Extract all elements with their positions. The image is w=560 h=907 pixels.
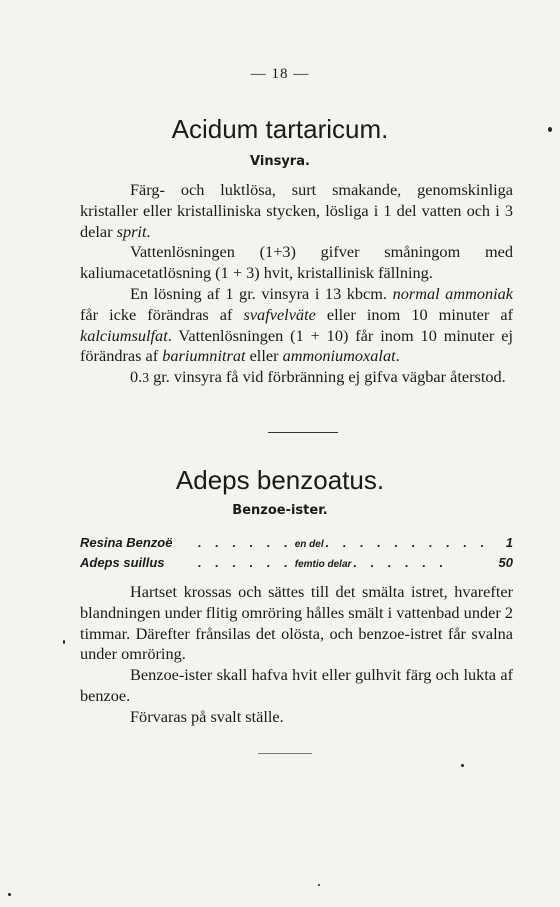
end-divider — [258, 753, 312, 754]
paragraph: Benzoe-ister skall hafva hvit eller gulhvit färg och lukta af benzoe. — [80, 665, 513, 705]
section-subtitle: Benzoe-ister. — [232, 503, 328, 518]
scan-speck — [8, 893, 11, 896]
recipe-row — [80, 555, 513, 575]
paragraph: Hartset krossas och sättes till det smälta istret, hvarefter blandningen under flitig omröring hålles smält i vattenbad under 2 timmar. Därefter frånsilas det olösta, och benzoe-istret får svalna under omröring. — [80, 582, 513, 664]
leader-dots: . . . . . . — [198, 555, 293, 570]
leader-dots: . . . . . . — [198, 535, 293, 550]
ingredient-amount: en del — [294, 539, 324, 550]
recipe-list — [80, 535, 513, 575]
ingredient-name: Adeps suillus — [80, 555, 165, 570]
scan-speck — [318, 884, 320, 886]
paragraph: Förvaras på svalt ställe. — [130, 706, 284, 726]
leader-dots: . . . . . . . . . . — [325, 535, 490, 550]
scan-speck — [548, 127, 552, 132]
section-title: Acidum tartaricum. — [171, 114, 389, 144]
ingredient-quantity: 1 — [505, 535, 513, 550]
scan-speck — [63, 640, 65, 644]
paragraph: 0.3 gr. vinsyra få vid förbränning ej gifva vägbar återstod. — [130, 367, 506, 387]
ingredient-name: Resina Benzoë — [80, 535, 173, 550]
page-number: — 18 — — [250, 66, 310, 82]
recipe-row — [80, 535, 513, 555]
section-body — [80, 582, 513, 728]
section-subtitle: Vinsyra. — [250, 154, 310, 169]
section-body — [80, 180, 513, 389]
leader-dots: . . . . . . — [353, 555, 449, 570]
scan-speck — [461, 764, 464, 767]
paragraph: En lösning af 1 gr. vinsyra i 13 kbcm. normal ammoniak får icke förändras af svafvelväte eller inom 10 minuter af kalciumsulfat. Vattenlösningen (1 + 10) får inom 10 minuter ej förändras af bariumnitrat eller ammoniumoxalat. — [80, 283, 514, 366]
paragraph: Vattenlösningen (1+3) gifver småningom med kaliumacetatlösning (1 + 3) hvit, kristallinisk fällning. — [80, 242, 513, 283]
ingredient-quantity: 50 — [498, 555, 513, 570]
section-divider — [268, 432, 338, 433]
ingredient-amount: femtio delar — [294, 559, 352, 570]
paragraph: Färg- och luktlösa, surt smakande, genomskinliga kristaller eller kristalliniska stycken, lösliga i 1 del vatten och i 3 delar sprit. — [80, 180, 513, 241]
section-title: Adeps benzoatus. — [175, 465, 385, 495]
